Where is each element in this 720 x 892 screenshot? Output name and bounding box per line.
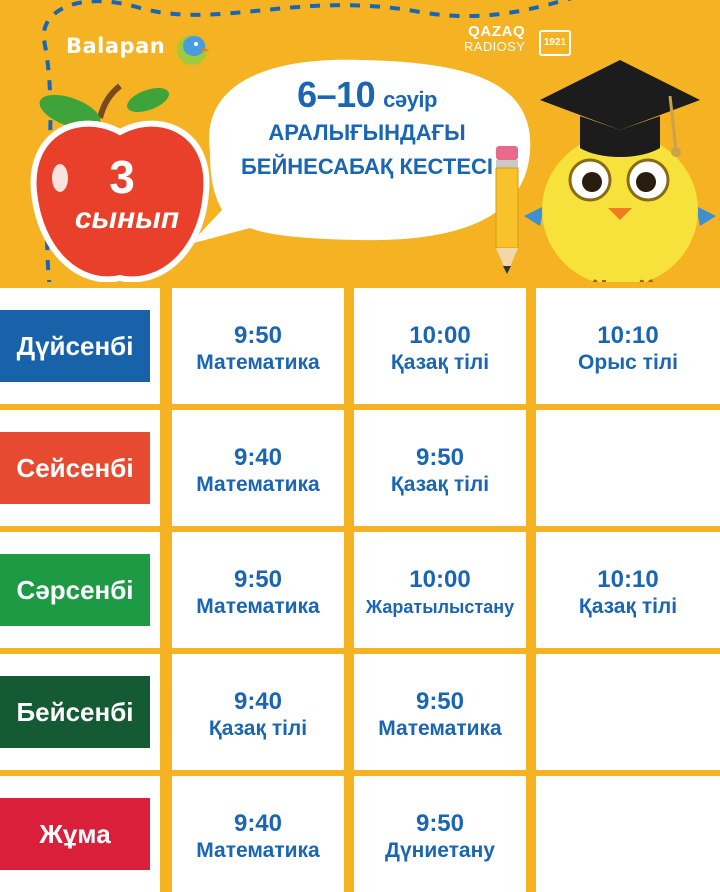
lesson-entry <box>354 322 526 376</box>
lesson-entry <box>172 322 344 376</box>
lesson-subject: Қазақ тілі <box>390 351 490 374</box>
lesson-entry <box>172 810 344 864</box>
brand-logo-text: Balapan <box>66 34 166 58</box>
lesson-time: 10:00 <box>409 566 471 593</box>
lesson-time: 9:50 <box>233 322 283 349</box>
day-label: Жұма <box>0 798 150 870</box>
lesson-subject: Математика <box>196 473 320 496</box>
lesson-time: 10:10 <box>597 566 659 593</box>
lesson-subject: Қазақ тілі <box>390 473 490 496</box>
lesson-entry <box>536 566 720 620</box>
lesson-entry <box>172 444 344 498</box>
lesson-entry <box>354 444 526 498</box>
grade-word: сынып <box>74 202 180 235</box>
lesson-time: 9:40 <box>233 810 283 837</box>
radio-year-badge: 1921 <box>539 30 571 56</box>
day-label: Бейсенбі <box>0 676 150 748</box>
title-month: сәуір <box>383 87 437 112</box>
schedule-grid <box>0 282 720 878</box>
lesson-subject: Орыс тілі <box>578 351 678 374</box>
lesson-entry <box>536 322 720 376</box>
grade-number: 3 <box>109 151 135 203</box>
header-banner <box>0 0 720 290</box>
lesson-entry <box>354 810 526 864</box>
lesson-cell <box>536 776 720 892</box>
lesson-time: 9:40 <box>233 688 283 715</box>
day-label: Сейсенбі <box>0 432 150 504</box>
schedule-title <box>232 74 502 184</box>
lesson-subject: Математика <box>196 595 320 618</box>
day-label: Сәрсенбі <box>0 554 150 626</box>
lesson-time: 9:50 <box>233 566 283 593</box>
lesson-time: 10:00 <box>409 322 471 349</box>
lesson-subject: Қазақ тілі <box>578 595 678 618</box>
lesson-time: 9:50 <box>415 444 465 471</box>
title-dates: 6–10 <box>297 74 376 115</box>
lesson-entry <box>354 566 526 620</box>
lesson-time: 9:50 <box>415 810 465 837</box>
lesson-entry <box>172 566 344 620</box>
lesson-subject: Жаратылыстану <box>365 597 515 617</box>
lesson-entry <box>172 688 344 742</box>
lesson-subject: Дүниетану <box>385 839 495 862</box>
qazaq-radiosy-logo: QAZAQ RADIOSY <box>464 23 526 54</box>
lesson-subject: Математика <box>196 351 320 374</box>
lesson-time: 10:10 <box>597 322 659 349</box>
lesson-subject: Қазақ тілі <box>208 717 308 740</box>
lesson-cell <box>536 410 720 526</box>
lesson-cell <box>536 654 720 770</box>
title-line3: БЕЙНЕСАБАҚ КЕСТЕСІ <box>240 154 494 179</box>
lesson-entry <box>354 688 526 742</box>
lesson-subject: Математика <box>378 717 502 740</box>
lesson-subject: Математика <box>196 839 320 862</box>
title-line2: АРАЛЫҒЫНДАҒЫ <box>268 120 466 145</box>
lesson-time: 9:50 <box>415 688 465 715</box>
day-label: Дүйсенбі <box>0 310 150 382</box>
lesson-time: 9:40 <box>233 444 283 471</box>
chick-mascot-icon <box>520 30 720 290</box>
